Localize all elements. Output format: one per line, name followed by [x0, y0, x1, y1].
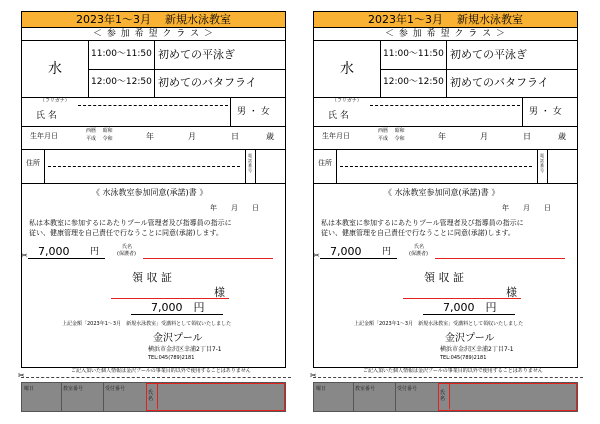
strip-cell-receipt-number: 受付番号	[395, 383, 439, 411]
receipt-note: 上記金額「2023年1～3月 新規水泳教室」受講料として領収いたしました	[354, 321, 524, 327]
month-unit: 月	[480, 132, 488, 141]
pool-address: 横浜市金沢区幸浦2丁目7-1	[440, 346, 514, 353]
consent-text-2: 従い、健康管理を自己責任で行なうことに同意(承諾)します。	[321, 229, 515, 237]
cut-line	[313, 377, 583, 378]
pool-tel: TEL:045(789)2181	[148, 355, 195, 361]
form-title	[314, 12, 577, 28]
consent-text-1: 私は本教室に参加するにあたりプール管理者及び指導員の指示に	[321, 219, 524, 227]
consent-text-2: 従い、健康管理を自己責任で行なうことに同意(承諾)します。	[29, 229, 223, 237]
fee-amount: 7,000	[330, 245, 362, 258]
strip-name-box[interactable]	[438, 383, 577, 411]
era-options-bottom[interactable]: 平成 令和	[86, 136, 113, 142]
fee-amount: 7,000	[38, 245, 70, 258]
pool-name: 金沢プール	[445, 333, 495, 344]
era-options-top[interactable]: 西暦 昭和	[378, 128, 405, 134]
receipt-amount: 7,000 円	[151, 301, 205, 314]
privacy-note: ご記入頂いた個人情報は金沢プールの事業目的以外で使用することはありません	[71, 368, 251, 374]
address-label: 住所	[26, 159, 40, 167]
dob-label: 生年月日	[322, 132, 350, 140]
gender-option[interactable]: 男 ・ 女	[529, 107, 562, 117]
name-label: 氏 名	[36, 111, 57, 121]
receipt-amount: 7,000 円	[443, 301, 497, 314]
class-time-2: 12:00～12:50	[91, 77, 152, 87]
phone-label: 電話番号	[248, 153, 252, 173]
consent-title: 《 水泳教室参加同意(承諾)書 》	[384, 188, 500, 197]
day-unit: 日	[523, 132, 531, 141]
fee-yen: 円	[382, 247, 392, 257]
day-label: 水	[48, 61, 62, 77]
furigana-label: （フリガナ）	[40, 98, 70, 104]
strip-name-label: 氏名	[148, 390, 154, 402]
class-option-1[interactable]: 初めての平泳ぎ	[450, 48, 527, 61]
pool-name: 金沢プール	[153, 333, 203, 344]
guardian-sub-label: (保護者)	[409, 251, 428, 257]
class-time-2: 12:00～12:50	[383, 77, 444, 87]
title-period: 2023年1～3月	[76, 13, 151, 26]
age-unit: 歳	[558, 132, 566, 141]
receipt-sama: 様	[506, 286, 517, 299]
class-time-1: 11:00～11:50	[91, 49, 152, 59]
phone-label: 電話番号	[540, 153, 544, 173]
class-header: ＜ 参 加 希 望 ク ラ ス ＞	[314, 28, 577, 41]
receipt-title: 領 収 証	[132, 271, 172, 284]
pool-tel: TEL:045(789)2181	[440, 355, 487, 361]
address-label: 住所	[318, 159, 332, 167]
consent-text-1: 私は本教室に参加するにあたりプール管理者及び指導員の指示に	[29, 219, 232, 227]
year-unit: 年	[146, 132, 154, 141]
title-program: 新規水泳教室	[165, 13, 231, 26]
class-time-1: 11:00～11:50	[383, 49, 444, 59]
title-period: 2023年1～3月	[368, 13, 443, 26]
day-unit: 日	[231, 132, 239, 141]
era-options-bottom[interactable]: 平成 令和	[378, 136, 405, 142]
receipt-sama: 様	[214, 286, 225, 299]
name-field[interactable]	[370, 107, 520, 125]
strip-cell-receipt-number: 受付番号	[103, 383, 147, 411]
name-label: 氏 名	[328, 111, 349, 121]
privacy-note: ご記入頂いた個人情報は金沢プールの事業目的以外で使用することはありません	[363, 368, 543, 374]
scissors-icon: ✂	[313, 251, 320, 260]
month-unit: 月	[188, 132, 196, 141]
strip-name-box[interactable]	[146, 383, 285, 411]
guardian-label: 氏名	[414, 244, 425, 250]
year-unit: 年	[438, 132, 446, 141]
recipient-name-line[interactable]	[403, 298, 521, 299]
receipt-note: 上記金額「2023年1～3月 新規水泳教室」受講料として領収いたしました	[62, 321, 232, 327]
name-field[interactable]	[78, 107, 228, 125]
receipt-title: 領 収 証	[424, 271, 464, 284]
strip-name-label: 氏名	[440, 390, 446, 402]
strip-cell-day: 曜日	[22, 383, 62, 411]
age-unit: 歳	[266, 132, 274, 141]
strip-cell-class-number: 教室番号	[61, 383, 104, 411]
scissors-icon: ✂	[18, 371, 25, 380]
title-program: 新規水泳教室	[457, 13, 523, 26]
guardian-signature-line[interactable]	[435, 258, 565, 259]
era-options-top[interactable]: 西暦 昭和	[86, 128, 113, 134]
dob-label: 生年月日	[30, 132, 58, 140]
application-form-right	[313, 11, 578, 368]
scissors-icon: ✂	[310, 371, 317, 380]
class-option-2[interactable]: 初めてのバタフライ	[450, 76, 549, 89]
fee-yen: 円	[90, 247, 100, 257]
application-form-left	[21, 11, 286, 368]
consent-date: 年 月 日	[502, 204, 551, 212]
class-option-2[interactable]: 初めてのバタフライ	[158, 76, 257, 89]
office-use-strip-left	[21, 382, 286, 412]
furigana-label: （フリガナ）	[332, 98, 362, 104]
pool-address: 横浜市金沢区幸浦2丁目7-1	[148, 346, 222, 353]
guardian-signature-line[interactable]	[143, 258, 273, 259]
class-option-1[interactable]: 初めての平泳ぎ	[158, 48, 235, 61]
guardian-sub-label: (保護者)	[117, 251, 136, 257]
recipient-name-line[interactable]	[111, 298, 229, 299]
consent-date: 年 月 日	[210, 204, 259, 212]
guardian-label: 氏名	[122, 244, 133, 250]
day-label: 水	[340, 61, 354, 77]
form-title	[22, 12, 285, 28]
strip-cell-day: 曜日	[314, 383, 354, 411]
consent-title: 《 水泳教室参加同意(承諾)書 》	[92, 188, 208, 197]
office-use-strip-right	[313, 382, 578, 412]
scissors-icon: ✂	[21, 251, 28, 260]
gender-option[interactable]: 男 ・ 女	[237, 107, 270, 117]
strip-cell-class-number: 教室番号	[353, 383, 396, 411]
cut-line	[21, 377, 291, 378]
class-header: ＜ 参 加 希 望 ク ラ ス ＞	[22, 28, 285, 41]
